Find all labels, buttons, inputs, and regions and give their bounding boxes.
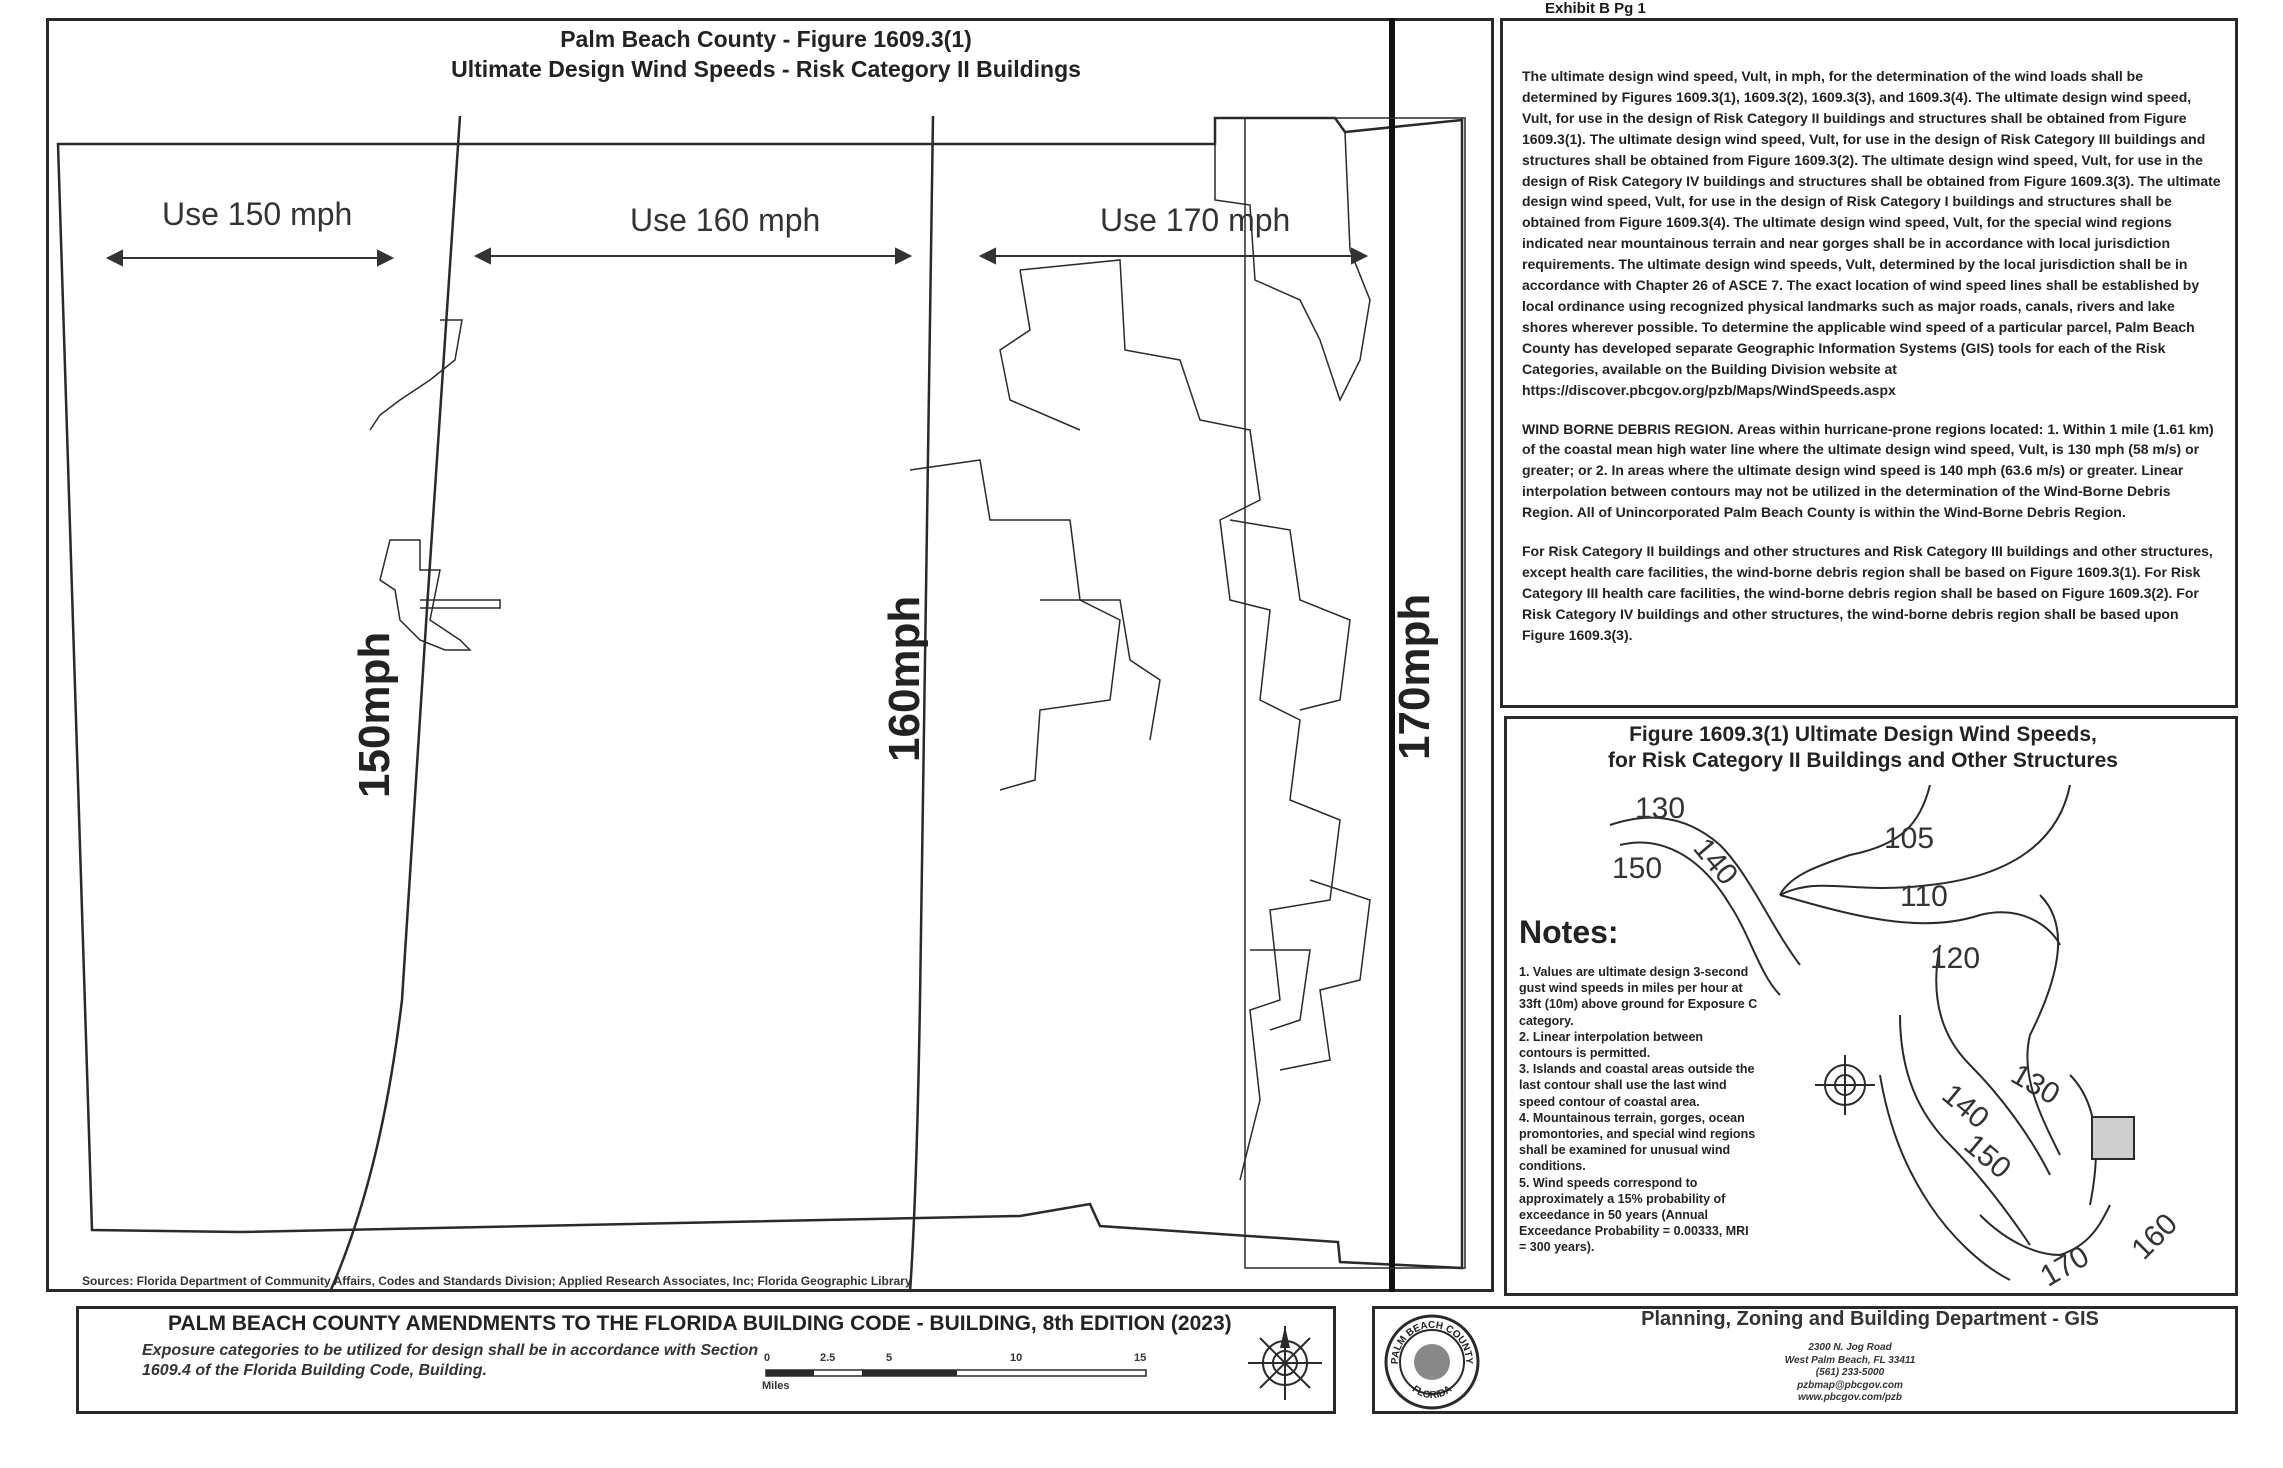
inset-compass [1815,1055,1875,1115]
inset-title-line1: Figure 1609.3(1) Ultimate Design Wind Speeds, [1629,723,2097,746]
notes-title: Notes: [1519,914,1619,950]
svg-text:PALM BEACH COUNTY: PALM BEACH COUNTY [1389,1319,1475,1365]
scale-tick-label: 5 [886,1352,893,1364]
zone-arrows [108,249,1366,265]
department-website[interactable]: www.pbcgov.com/pzb [1797,1392,1903,1403]
compass-rose-icon [1240,1318,1330,1408]
inset-contour-label-150b: 150 [1957,1127,2018,1186]
note-item: 5. Wind speeds correspond to approximately a 15% probability of exceedance in 50 years (Annual Exceedance Probability = 0.00333, MRI = 300 years). [1519,1175,1749,1255]
scale-bar [760,1360,1160,1390]
exhibit-label: Exhibit B Pg 1 [1545,0,1646,17]
inset-title [1505,722,2221,774]
zone-label-160: Use 160 mph [630,202,821,238]
scale-unit-label: Miles [762,1380,790,1392]
address-line1: 2300 N. Jog Road [1808,1342,1892,1353]
note-item: 2. Linear interpolation between contours is permitted. [1519,1029,1704,1061]
inset-contour-label-150a: 150 [1612,852,1663,885]
footer-note: Exposure categories to be utilized for design shall be in accordance with Section 1609.4 of the Florida Building Code, Building. [142,1342,759,1379]
zone-label-150: Use 150 mph [162,196,353,232]
scale-tick-label: 10 [1010,1352,1023,1364]
description-text [1522,66,2222,664]
contour-label-150: 150mph [350,631,399,798]
contour-label-170: 170mph [1390,593,1439,760]
department-address [1700,1342,2000,1405]
zone-label-170: Use 170 mph [1100,202,1291,238]
department-title: Planning, Zoning and Building Department - GIS [1641,1308,2099,1330]
inset-contour-label-120: 120 [1930,942,1981,975]
inset-contour-label-110: 110 [1900,880,1948,913]
description-para2: WIND BORNE DEBRIS REGION. Areas within hurricane-prone regions located: 1. Within 1 mile (1.61 km) of the coastal mean high water line where the ultimate design wind speed, Vult, is 130 mph (58 m/s) or greater; or 2. In areas where the ultimate design wind speed is 140 mph (63.6 m/s) or greater. Linear interpolation between contours may not be utilized in the determination of the Wind-Borne Debris Region. All of Unincorporated Palm Beach County is within the Wind-Borne Debris Region. [1522,420,2214,521]
inset-contour-label-140b: 140 [1935,1077,1996,1136]
svg-text:FLORIDA: FLORIDA [1409,1383,1455,1402]
map-title-line1: Palm Beach County - Figure 1609.3(1) [560,26,972,52]
description-para3: For Risk Category II buildings and other structures and Risk Category III buildings and other structures, except health care facilities, the wind-borne debris region shall be based on Figure 1609.3(1). For Risk Category III health care facilities, the wind-borne debris region shall be based on Figure 1609.3(2). For Risk Category IV buildings and other structures, the wind-borne debris region shall be based upon Figure 1609.3(3). [1522,543,2213,643]
footer-title: PALM BEACH COUNTY AMENDMENTS TO THE FLORIDA BUILDING CODE - BUILDING, 8th EDITION (2023) [168,1312,1232,1335]
map-title-line2: Ultimate Design Wind Speeds - Risk Category II Buildings [451,56,1081,82]
department-phone: (561) 233-5000 [1815,1367,1885,1378]
inset-location-box [2092,1117,2134,1159]
inset-contour-label-130a: 130 [1635,792,1686,825]
municipal-boundaries [910,118,1370,1180]
scale-tick-label: 2.5 [820,1352,836,1364]
scale-tick-label: 15 [1134,1352,1147,1364]
note-item: 4. Mountainous terrain, gorges, ocean promontories, and special wind regions shall be examined for unusual wind conditions. [1519,1110,1756,1174]
scale-tick-label: 0 [764,1352,771,1364]
inset-contour-label-140a: 140 [1686,831,1745,892]
description-para1: The ultimate design wind speed, Vult, in mph, for the determination of the wind loads shall be determined by Figures 1609.3(1), 1609.3(2), 1609.3(3), and 1609.3(4). The ultimate design wind speed, Vult, for use in the design of Risk Category II buildings and structures shall be obtained from Figure 1609.3(1). The ultimate design wind speed, Vult, for use in the design of Risk Category III buildings and structures shall be obtained from Figure 1609.3(2). The ultimate design wind speed, Vult, for use in the design of Risk Category IV buildings and structures shall be obtained from Figure 1609.3(3). The ultimate design wind speed, Vult, for use in the design of Risk Category I buildings and structures shall be obtained from Figure 1609.3(4). The ultimate design wind speed, Vult, for the special wind regions indicated near mountainous terrain and near gorges shall be in accordance with local jurisdiction requirements. The ultimate design wind speeds, Vult, determined by the local jurisdiction shall be in accordance with Chapter 26 of ASCE 7. The exact location of wind speed lines shall be established by local ordinance using recognized physical landmarks such as major roads, canals, rivers and lake shores wherever possible. To determine the applicable wind speed of a particular parcel, Palm Beach County has developed separate Geographic Information Systems (GIS) tools for each of the Risk Categories, available on the Building Division website at https://discover.pbcgov.org/pzb/Maps/WindSpeeds.aspx [1522,68,2221,398]
county-seal-icon [1382,1312,1482,1412]
county-boundary [58,118,1462,1268]
inset-contour-label-130b: 130 [2005,1057,2066,1112]
note-item: 1. Values are ultimate design 3-second gust wind speeds in miles per hour at 33ft (10m) above ground for Exposure C category. [1519,965,1758,1028]
inset-contour-label-170: 170 [2034,1239,2095,1294]
map-sources: Sources: Florida Department of Community Affairs, Codes and Standards Division; Applied Research Associates, Inc; Florida Geographic Library [82,1274,912,1288]
department-email[interactable]: pzbmap@pbcgov.com [1797,1379,1903,1391]
address-line2: West Palm Beach, FL 33411 [1784,1354,1916,1366]
note-item: 3. Islands and coastal areas outside the last contour shall use the last wind speed contour of coastal area. [1519,1062,1755,1109]
inset-title-line2: for Risk Category II Buildings and Other Structures [1608,749,2118,772]
inset-contour-label-105: 105 [1884,822,1935,855]
inset-contour-label-160: 160 [2125,1207,2185,1267]
notes-list [1519,964,1759,1256]
contour-label-160: 160mph [880,595,929,762]
